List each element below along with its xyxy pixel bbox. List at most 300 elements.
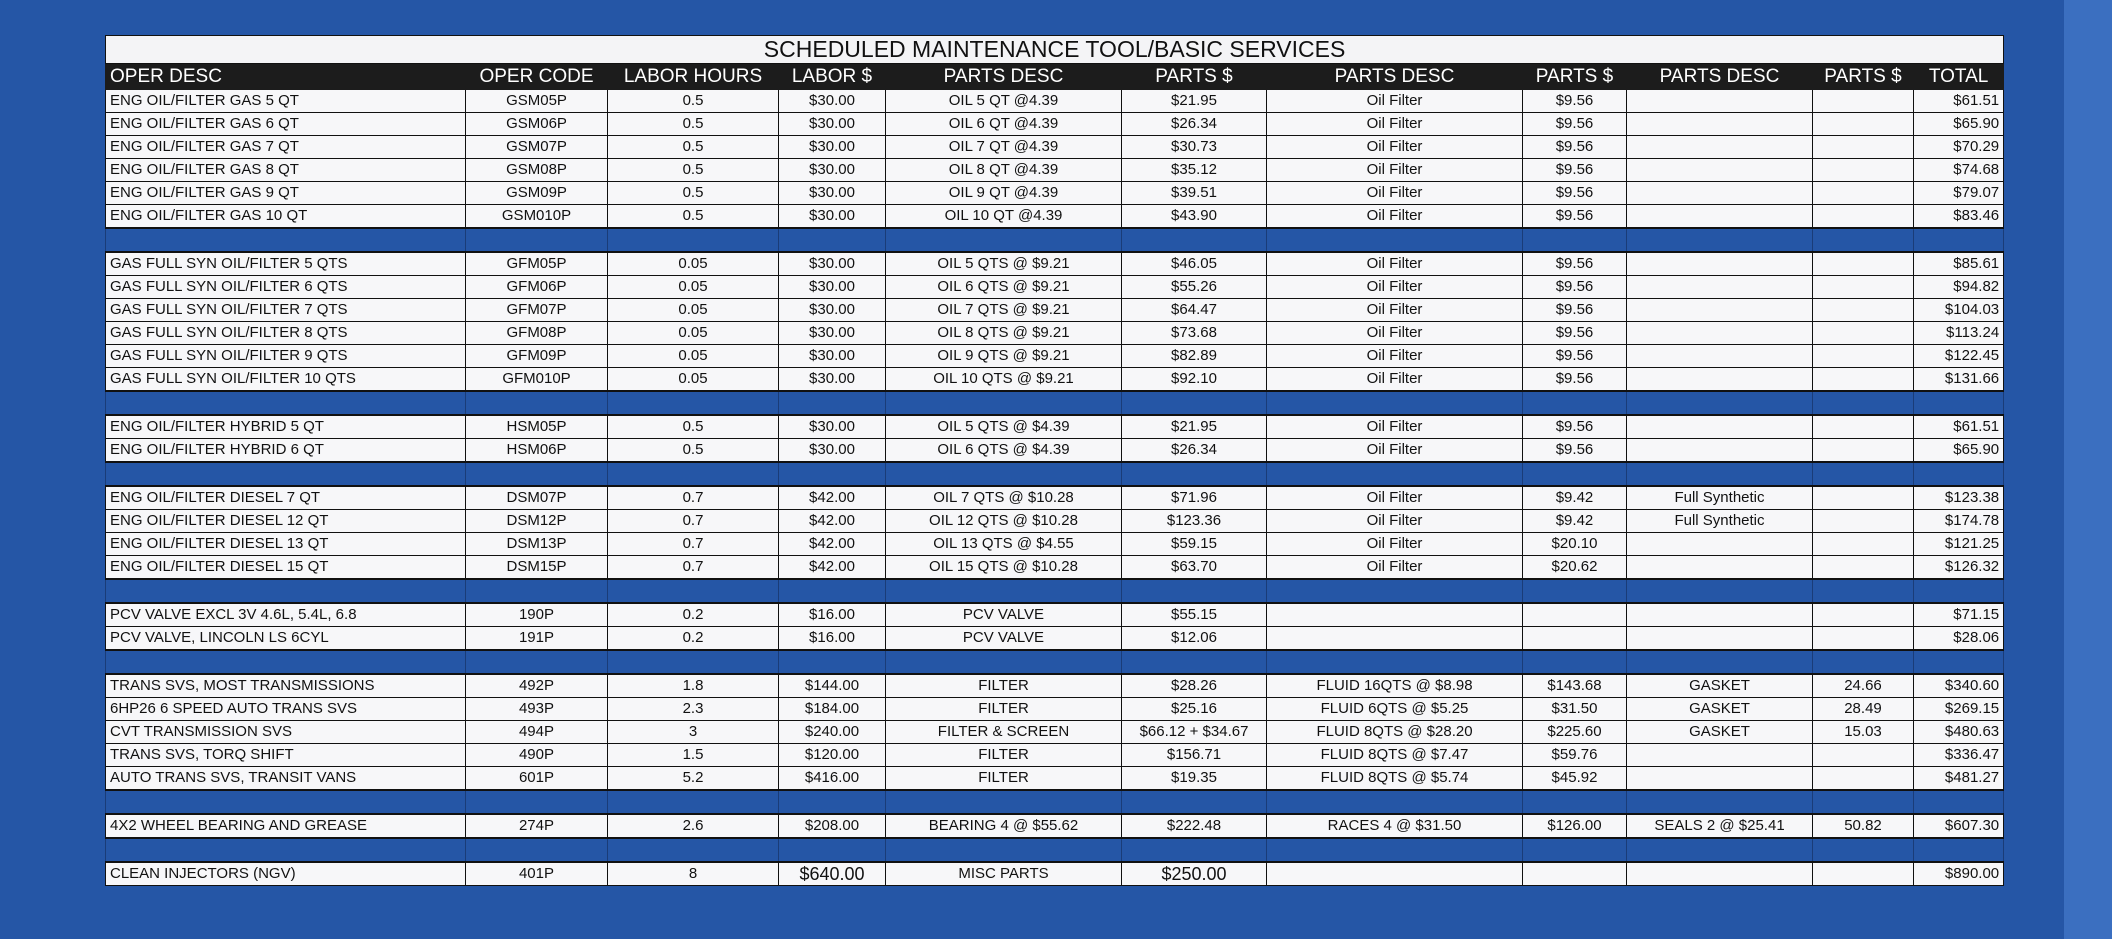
separator-cell: [608, 579, 779, 603]
table-row: [106, 674, 2004, 698]
cell-oper-desc: ENG OIL/FILTER DIESEL 13 QT: [106, 533, 466, 556]
cell-oper-desc: ENG OIL/FILTER DIESEL 7 QT: [106, 486, 466, 510]
cell-labor-hours: 0.5: [608, 136, 779, 159]
cell-parts-cost-3: [1813, 205, 1914, 229]
cell-parts-cost-3: [1813, 486, 1914, 510]
separator-cell: [779, 579, 886, 603]
header-parts-desc-2: PARTS DESC: [1267, 64, 1523, 90]
separator-cell: [106, 790, 466, 814]
cell-parts-desc-2: Oil Filter: [1267, 205, 1523, 229]
cell-total: $61.51: [1914, 90, 2004, 113]
cell-parts-cost-3: [1813, 767, 1914, 791]
separator-cell: [106, 462, 466, 486]
cell-parts-desc-2: [1267, 862, 1523, 886]
cell-oper-desc: ENG OIL/FILTER GAS 6 QT: [106, 113, 466, 136]
cell-labor-hours: 0.5: [608, 113, 779, 136]
cell-oper-desc: ENG OIL/FILTER HYBRID 5 QT: [106, 415, 466, 439]
cell-labor-cost: $16.00: [779, 627, 886, 651]
cell-parts-cost-3: [1813, 862, 1914, 886]
cell-parts-desc-2: [1267, 603, 1523, 627]
cell-parts-desc-1: OIL 8 QTS @ $9.21: [886, 322, 1122, 345]
separator-cell: [466, 838, 608, 862]
separator-cell: [779, 650, 886, 674]
cell-parts-cost-1: $250.00: [1122, 862, 1267, 886]
separator-cell: [1267, 650, 1523, 674]
cell-oper-desc: TRANS SVS, TORQ SHIFT: [106, 744, 466, 767]
cell-parts-desc-2: FLUID 6QTS @ $5.25: [1267, 698, 1523, 721]
cell-parts-cost-1: $21.95: [1122, 90, 1267, 113]
cell-parts-desc-1: OIL 5 QTS @ $9.21: [886, 252, 1122, 276]
cell-labor-cost: $42.00: [779, 556, 886, 580]
cell-parts-desc-3: [1627, 299, 1813, 322]
separator-cell: [886, 790, 1122, 814]
cell-parts-desc-3: [1627, 159, 1813, 182]
cell-parts-desc-3: SEALS 2 @ $25.41: [1627, 814, 1813, 838]
cell-parts-desc-1: OIL 13 QTS @ $4.55: [886, 533, 1122, 556]
cell-parts-desc-2: Oil Filter: [1267, 439, 1523, 463]
cell-parts-desc-3: [1627, 205, 1813, 229]
separator-cell: [779, 790, 886, 814]
cell-oper-desc: ENG OIL/FILTER GAS 8 QT: [106, 159, 466, 182]
table-row: [106, 510, 2004, 533]
group-separator: [106, 462, 2004, 486]
table-row: [106, 439, 2004, 463]
cell-total: $65.90: [1914, 439, 2004, 463]
cell-parts-desc-3: [1627, 90, 1813, 113]
cell-parts-desc-2: Oil Filter: [1267, 90, 1523, 113]
cell-parts-cost-1: $222.48: [1122, 814, 1267, 838]
cell-parts-cost-3: [1813, 439, 1914, 463]
cell-parts-desc-3: [1627, 276, 1813, 299]
separator-cell: [1267, 579, 1523, 603]
cell-oper-code: DSM07P: [466, 486, 608, 510]
table-row: [106, 368, 2004, 392]
cell-oper-desc: ENG OIL/FILTER DIESEL 12 QT: [106, 510, 466, 533]
table-row: [106, 814, 2004, 838]
cell-parts-cost-3: [1813, 627, 1914, 651]
separator-cell: [886, 579, 1122, 603]
separator-cell: [608, 650, 779, 674]
table-row: [106, 345, 2004, 368]
cell-parts-cost-3: [1813, 415, 1914, 439]
header-parts-cost-3: PARTS $: [1813, 64, 1914, 90]
cell-parts-cost-1: $26.34: [1122, 113, 1267, 136]
header-parts-cost-1: PARTS $: [1122, 64, 1267, 90]
table-row: [106, 276, 2004, 299]
cell-parts-cost-2: $9.56: [1523, 182, 1627, 205]
separator-cell: [608, 838, 779, 862]
cell-parts-cost-3: 28.49: [1813, 698, 1914, 721]
cell-parts-desc-1: OIL 12 QTS @ $10.28: [886, 510, 1122, 533]
cell-labor-hours: 8: [608, 862, 779, 886]
cell-labor-hours: 0.5: [608, 90, 779, 113]
cell-labor-cost: $42.00: [779, 510, 886, 533]
header-total: TOTAL: [1914, 64, 2004, 90]
separator-cell: [779, 838, 886, 862]
cell-total: $122.45: [1914, 345, 2004, 368]
cell-parts-cost-3: 15.03: [1813, 721, 1914, 744]
cell-labor-hours: 0.7: [608, 510, 779, 533]
cell-labor-hours: 0.05: [608, 345, 779, 368]
cell-labor-cost: $240.00: [779, 721, 886, 744]
header-labor-hours: LABOR HOURS: [608, 64, 779, 90]
cell-labor-hours: 1.5: [608, 744, 779, 767]
cell-parts-desc-3: GASKET: [1627, 721, 1813, 744]
cell-parts-desc-2: Oil Filter: [1267, 182, 1523, 205]
cell-total: $480.63: [1914, 721, 2004, 744]
separator-cell: [886, 228, 1122, 252]
cell-labor-hours: 0.5: [608, 159, 779, 182]
separator-cell: [466, 228, 608, 252]
cell-parts-desc-3: [1627, 182, 1813, 205]
cell-parts-cost-1: $55.15: [1122, 603, 1267, 627]
separator-cell: [1813, 228, 1914, 252]
cell-oper-desc: ENG OIL/FILTER GAS 7 QT: [106, 136, 466, 159]
separator-cell: [1122, 838, 1267, 862]
cell-parts-desc-1: OIL 10 QTS @ $9.21: [886, 368, 1122, 392]
cell-labor-cost: $30.00: [779, 276, 886, 299]
cell-total: $336.47: [1914, 744, 2004, 767]
separator-cell: [886, 838, 1122, 862]
cell-oper-desc: GAS FULL SYN OIL/FILTER 8 QTS: [106, 322, 466, 345]
separator-cell: [1914, 650, 2004, 674]
maintenance-table: [105, 35, 2004, 886]
cell-parts-cost-1: $73.68: [1122, 322, 1267, 345]
cell-oper-desc: ENG OIL/FILTER HYBRID 6 QT: [106, 439, 466, 463]
cell-parts-cost-3: [1813, 136, 1914, 159]
cell-parts-cost-1: $46.05: [1122, 252, 1267, 276]
cell-parts-desc-2: Oil Filter: [1267, 345, 1523, 368]
cell-labor-cost: $144.00: [779, 674, 886, 698]
separator-cell: [1813, 391, 1914, 415]
cell-oper-desc: 4X2 WHEEL BEARING AND GREASE: [106, 814, 466, 838]
cell-oper-code: GSM08P: [466, 159, 608, 182]
cell-parts-desc-1: OIL 5 QTS @ $4.39: [886, 415, 1122, 439]
cell-parts-desc-3: [1627, 415, 1813, 439]
header-oper-code: OPER CODE: [466, 64, 608, 90]
cell-labor-cost: $640.00: [779, 862, 886, 886]
cell-parts-cost-2: $20.10: [1523, 533, 1627, 556]
separator-cell: [1813, 579, 1914, 603]
cell-parts-cost-2: [1523, 862, 1627, 886]
cell-oper-code: HSM06P: [466, 439, 608, 463]
cell-oper-code: 493P: [466, 698, 608, 721]
cell-parts-cost-1: $59.15: [1122, 533, 1267, 556]
cell-oper-code: 494P: [466, 721, 608, 744]
separator-cell: [1627, 790, 1813, 814]
separator-cell: [779, 228, 886, 252]
cell-parts-cost-1: $63.70: [1122, 556, 1267, 580]
cell-oper-desc: GAS FULL SYN OIL/FILTER 10 QTS: [106, 368, 466, 392]
cell-parts-desc-2: Oil Filter: [1267, 322, 1523, 345]
cell-parts-cost-2: $9.56: [1523, 415, 1627, 439]
separator-cell: [466, 650, 608, 674]
cell-parts-cost-2: $9.56: [1523, 345, 1627, 368]
cell-parts-desc-1: OIL 10 QT @4.39: [886, 205, 1122, 229]
cell-labor-cost: $30.00: [779, 439, 886, 463]
table-row: [106, 556, 2004, 580]
cell-oper-code: DSM12P: [466, 510, 608, 533]
cell-parts-cost-1: $43.90: [1122, 205, 1267, 229]
cell-labor-cost: $16.00: [779, 603, 886, 627]
separator-cell: [1122, 228, 1267, 252]
cell-labor-cost: $416.00: [779, 767, 886, 791]
cell-oper-code: GFM05P: [466, 252, 608, 276]
separator-cell: [1914, 790, 2004, 814]
cell-parts-desc-3: [1627, 744, 1813, 767]
cell-labor-hours: 2.6: [608, 814, 779, 838]
cell-labor-hours: 1.8: [608, 674, 779, 698]
separator-cell: [1627, 462, 1813, 486]
cell-parts-cost-2: $31.50: [1523, 698, 1627, 721]
cell-total: $113.24: [1914, 322, 2004, 345]
cell-labor-hours: 0.05: [608, 276, 779, 299]
table-row: [106, 322, 2004, 345]
cell-parts-desc-3: [1627, 603, 1813, 627]
cell-labor-hours: 0.5: [608, 182, 779, 205]
separator-cell: [1523, 579, 1627, 603]
cell-parts-cost-3: [1813, 510, 1914, 533]
header-labor-cost: LABOR $: [779, 64, 886, 90]
separator-cell: [779, 391, 886, 415]
cell-total: $61.51: [1914, 415, 2004, 439]
cell-oper-desc: ENG OIL/FILTER GAS 10 QT: [106, 205, 466, 229]
cell-labor-hours: 0.2: [608, 627, 779, 651]
cell-parts-cost-3: [1813, 276, 1914, 299]
cell-parts-desc-1: OIL 9 QTS @ $9.21: [886, 345, 1122, 368]
separator-cell: [1813, 838, 1914, 862]
separator-cell: [1267, 228, 1523, 252]
cell-parts-desc-1: OIL 9 QT @4.39: [886, 182, 1122, 205]
cell-parts-cost-2: $59.76: [1523, 744, 1627, 767]
cell-parts-desc-1: OIL 7 QT @4.39: [886, 136, 1122, 159]
table-row: [106, 721, 2004, 744]
cell-total: $65.90: [1914, 113, 2004, 136]
cell-labor-cost: $208.00: [779, 814, 886, 838]
cell-labor-cost: $120.00: [779, 744, 886, 767]
cell-parts-desc-3: [1627, 136, 1813, 159]
cell-total: $121.25: [1914, 533, 2004, 556]
cell-oper-code: HSM05P: [466, 415, 608, 439]
cell-parts-desc-3: Full Synthetic: [1627, 510, 1813, 533]
separator-cell: [608, 462, 779, 486]
cell-labor-hours: 0.05: [608, 299, 779, 322]
cell-parts-cost-2: $9.42: [1523, 510, 1627, 533]
cell-oper-code: 492P: [466, 674, 608, 698]
cell-parts-desc-1: FILTER & SCREEN: [886, 721, 1122, 744]
cell-parts-desc-3: GASKET: [1627, 698, 1813, 721]
cell-parts-desc-2: FLUID 8QTS @ $5.74: [1267, 767, 1523, 791]
separator-cell: [1813, 462, 1914, 486]
cell-total: $71.15: [1914, 603, 2004, 627]
separator-cell: [608, 790, 779, 814]
cell-labor-hours: 0.05: [608, 252, 779, 276]
table-row: [106, 698, 2004, 721]
cell-labor-cost: $30.00: [779, 322, 886, 345]
separator-cell: [886, 650, 1122, 674]
cell-parts-cost-3: [1813, 90, 1914, 113]
cell-parts-desc-3: GASKET: [1627, 674, 1813, 698]
cell-parts-cost-3: [1813, 113, 1914, 136]
cell-parts-cost-1: $28.26: [1122, 674, 1267, 698]
separator-cell: [1523, 462, 1627, 486]
cell-oper-desc: ENG OIL/FILTER DIESEL 15 QT: [106, 556, 466, 580]
page-title: SCHEDULED MAINTENANCE TOOL/BASIC SERVICES: [106, 36, 2004, 64]
separator-cell: [106, 650, 466, 674]
cell-total: $79.07: [1914, 182, 2004, 205]
cell-oper-code: GFM010P: [466, 368, 608, 392]
separator-cell: [608, 391, 779, 415]
separator-cell: [1267, 790, 1523, 814]
cell-parts-desc-1: PCV VALVE: [886, 603, 1122, 627]
header-parts-desc-3: PARTS DESC: [1627, 64, 1813, 90]
separator-cell: [466, 462, 608, 486]
header-parts-desc-1: PARTS DESC: [886, 64, 1122, 90]
cell-parts-cost-3: [1813, 322, 1914, 345]
separator-cell: [1813, 790, 1914, 814]
cell-oper-code: 401P: [466, 862, 608, 886]
cell-parts-desc-3: [1627, 533, 1813, 556]
separator-cell: [1914, 838, 2004, 862]
cell-parts-cost-3: [1813, 603, 1914, 627]
table-row: [106, 767, 2004, 791]
separator-cell: [1523, 391, 1627, 415]
separator-cell: [1627, 650, 1813, 674]
cell-labor-hours: 0.7: [608, 556, 779, 580]
cell-parts-desc-3: [1627, 252, 1813, 276]
cell-labor-cost: $30.00: [779, 136, 886, 159]
cell-labor-cost: $184.00: [779, 698, 886, 721]
cell-parts-cost-2: $45.92: [1523, 767, 1627, 791]
separator-cell: [1122, 650, 1267, 674]
cell-labor-hours: 0.5: [608, 205, 779, 229]
cell-parts-cost-1: $92.10: [1122, 368, 1267, 392]
cell-parts-cost-2: $9.42: [1523, 486, 1627, 510]
cell-parts-cost-3: 24.66: [1813, 674, 1914, 698]
cell-parts-cost-1: $25.16: [1122, 698, 1267, 721]
separator-cell: [1627, 579, 1813, 603]
group-separator: [106, 650, 2004, 674]
cell-parts-desc-2: Oil Filter: [1267, 486, 1523, 510]
cell-parts-desc-2: Oil Filter: [1267, 252, 1523, 276]
separator-cell: [106, 838, 466, 862]
table-row: [106, 415, 2004, 439]
separator-cell: [1122, 391, 1267, 415]
cell-labor-cost: $30.00: [779, 90, 886, 113]
cell-parts-cost-2: $9.56: [1523, 439, 1627, 463]
separator-cell: [1122, 462, 1267, 486]
cell-oper-code: GSM09P: [466, 182, 608, 205]
cell-parts-cost-3: [1813, 182, 1914, 205]
table-row: [106, 159, 2004, 182]
group-separator: [106, 391, 2004, 415]
cell-parts-cost-1: $55.26: [1122, 276, 1267, 299]
cell-labor-cost: $30.00: [779, 182, 886, 205]
table-row: [106, 90, 2004, 113]
cell-parts-desc-1: MISC PARTS: [886, 862, 1122, 886]
cell-parts-desc-2: Oil Filter: [1267, 368, 1523, 392]
separator-cell: [1914, 391, 2004, 415]
cell-oper-code: GFM08P: [466, 322, 608, 345]
cell-parts-desc-3: [1627, 345, 1813, 368]
table-row: [106, 113, 2004, 136]
cell-parts-desc-2: RACES 4 @ $31.50: [1267, 814, 1523, 838]
cell-labor-cost: $30.00: [779, 299, 886, 322]
table-row: [106, 205, 2004, 229]
separator-cell: [1914, 462, 2004, 486]
cell-labor-cost: $30.00: [779, 113, 886, 136]
separator-cell: [1122, 579, 1267, 603]
cell-oper-desc: 6HP26 6 SPEED AUTO TRANS SVS: [106, 698, 466, 721]
cell-total: $104.03: [1914, 299, 2004, 322]
cell-oper-code: GSM06P: [466, 113, 608, 136]
separator-cell: [1523, 650, 1627, 674]
separator-cell: [1627, 391, 1813, 415]
title-row: [106, 36, 2004, 64]
cell-parts-cost-2: $9.56: [1523, 159, 1627, 182]
cell-oper-desc: GAS FULL SYN OIL/FILTER 6 QTS: [106, 276, 466, 299]
cell-parts-desc-1: OIL 15 QTS @ $10.28: [886, 556, 1122, 580]
cell-parts-desc-3: [1627, 113, 1813, 136]
separator-cell: [1267, 462, 1523, 486]
cell-labor-cost: $30.00: [779, 368, 886, 392]
cell-oper-desc: GAS FULL SYN OIL/FILTER 5 QTS: [106, 252, 466, 276]
cell-parts-cost-2: $9.56: [1523, 205, 1627, 229]
table-row: [106, 744, 2004, 767]
cell-parts-cost-1: $19.35: [1122, 767, 1267, 791]
cell-total: $607.30: [1914, 814, 2004, 838]
cell-oper-code: DSM13P: [466, 533, 608, 556]
table-row: [106, 603, 2004, 627]
separator-cell: [1267, 838, 1523, 862]
separator-cell: [886, 462, 1122, 486]
cell-oper-desc: GAS FULL SYN OIL/FILTER 9 QTS: [106, 345, 466, 368]
separator-cell: [608, 228, 779, 252]
cell-parts-cost-3: [1813, 368, 1914, 392]
cell-labor-hours: 5.2: [608, 767, 779, 791]
separator-cell: [466, 391, 608, 415]
cell-oper-code: GFM09P: [466, 345, 608, 368]
separator-cell: [466, 790, 608, 814]
cell-parts-desc-1: OIL 6 QTS @ $9.21: [886, 276, 1122, 299]
cell-total: $74.68: [1914, 159, 2004, 182]
cell-parts-cost-1: $71.96: [1122, 486, 1267, 510]
cell-parts-desc-2: [1267, 627, 1523, 651]
table-row: [106, 627, 2004, 651]
cell-oper-code: 191P: [466, 627, 608, 651]
separator-cell: [106, 579, 466, 603]
cell-oper-code: DSM15P: [466, 556, 608, 580]
cell-parts-desc-2: Oil Filter: [1267, 113, 1523, 136]
cell-parts-desc-3: [1627, 439, 1813, 463]
separator-cell: [1627, 228, 1813, 252]
cell-parts-desc-3: [1627, 862, 1813, 886]
separator-cell: [1914, 579, 2004, 603]
cell-parts-cost-3: [1813, 556, 1914, 580]
cell-parts-desc-1: OIL 6 QT @4.39: [886, 113, 1122, 136]
cell-parts-cost-2: $126.00: [1523, 814, 1627, 838]
header-row: [106, 64, 2004, 90]
cell-total: $131.66: [1914, 368, 2004, 392]
cell-parts-desc-2: Oil Filter: [1267, 299, 1523, 322]
table-row: [106, 486, 2004, 510]
cell-parts-cost-3: [1813, 533, 1914, 556]
cell-total: $890.00: [1914, 862, 2004, 886]
cell-oper-desc: CVT TRANSMISSION SVS: [106, 721, 466, 744]
cell-parts-desc-2: Oil Filter: [1267, 556, 1523, 580]
cell-parts-desc-1: OIL 6 QTS @ $4.39: [886, 439, 1122, 463]
cell-parts-cost-2: $143.68: [1523, 674, 1627, 698]
